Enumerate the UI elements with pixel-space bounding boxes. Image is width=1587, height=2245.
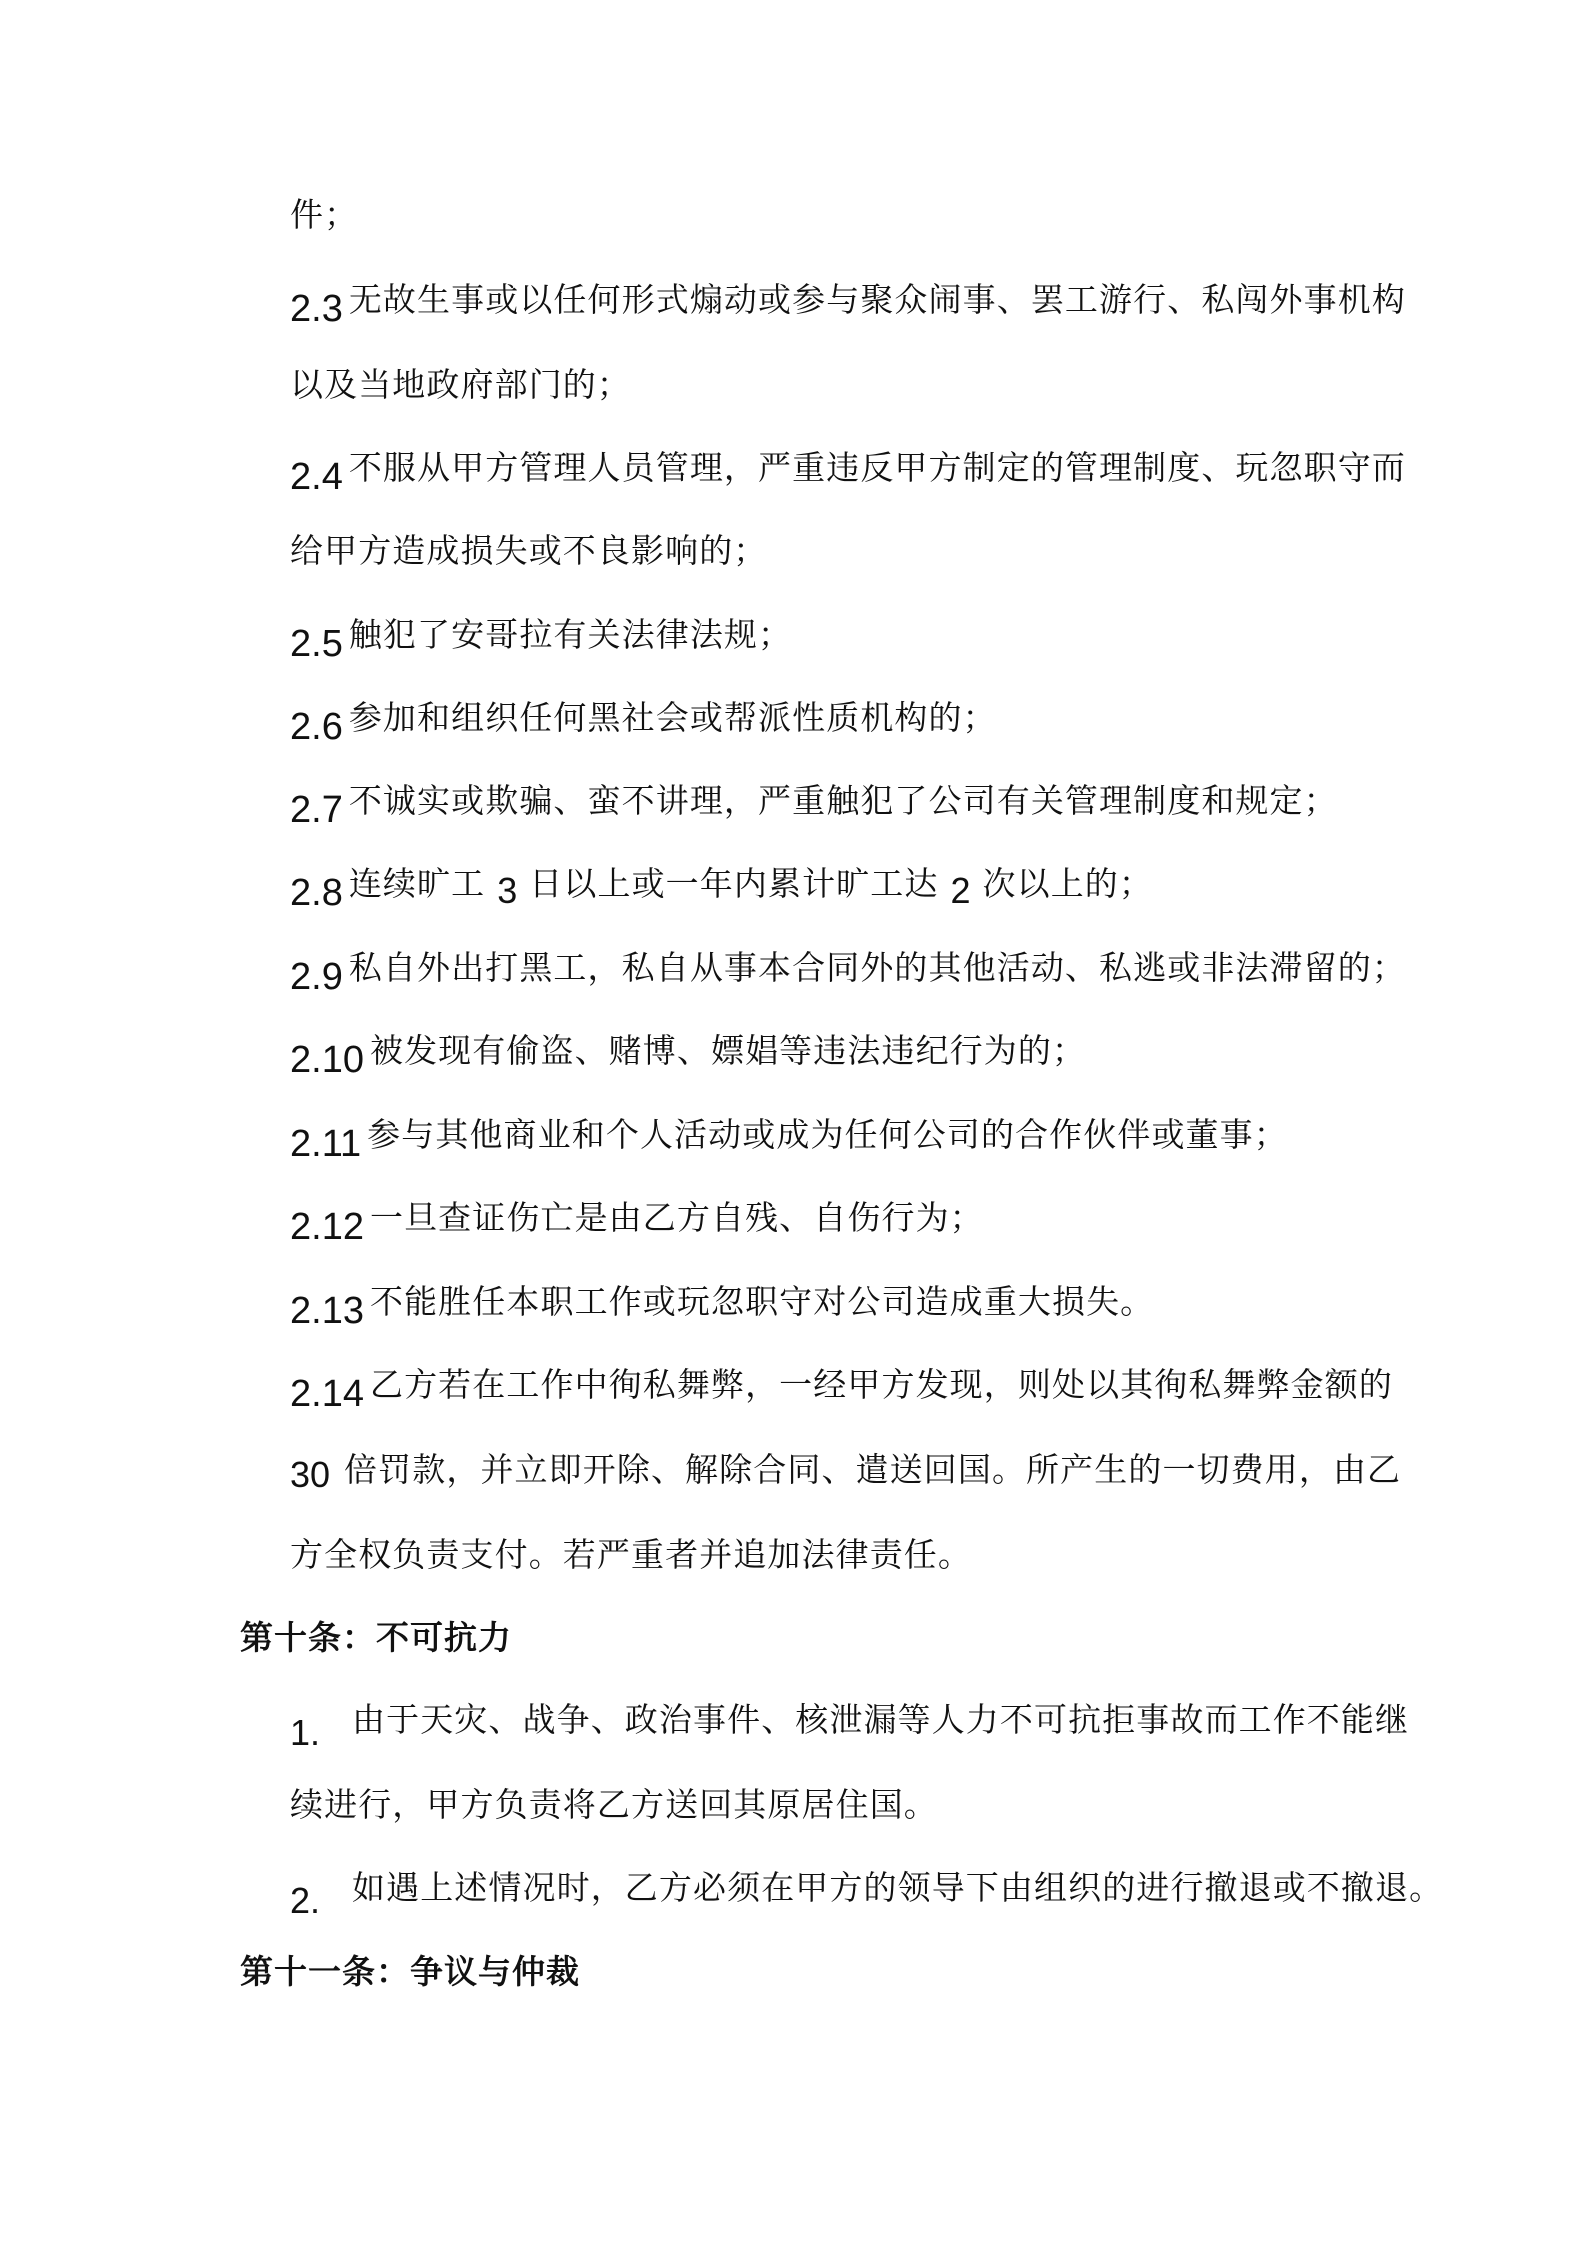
clause-number: 2.12 bbox=[290, 1206, 364, 1248]
line-text: 倍罚款，并立即开除、解除合同、遣送回国。所产生的一切费用，由乙 bbox=[344, 1450, 1402, 1489]
line-text: 件； bbox=[290, 195, 359, 234]
line-text: 续进行，甲方负责将乙方送回其原居住国。 bbox=[290, 1785, 938, 1824]
paragraph-line bbox=[290, 365, 631, 405]
clause-text-a: 连续旷工 bbox=[348, 864, 486, 903]
list-number: 2. bbox=[290, 1880, 321, 1921]
clause-number: 2.8 bbox=[290, 872, 343, 914]
clause-text: 参加和组织任何黑社会或帮派性质机构的； bbox=[348, 698, 997, 737]
clause-text: 不能胜任本职工作或玩忽职守对公司造成重大损失。 bbox=[369, 1282, 1155, 1321]
clause-text: 不诚实或欺骗、蛮不讲理，严重触犯了公司有关管理制度和规定； bbox=[348, 781, 1338, 820]
clause-number: 2.11 bbox=[290, 1123, 362, 1165]
line-text: 方全权负责支付。若严重者并追加法律责任。 bbox=[290, 1535, 972, 1574]
paragraph-line bbox=[290, 195, 358, 235]
clause-number: 2.4 bbox=[290, 456, 343, 498]
inline-number: 3 bbox=[497, 870, 518, 911]
clause-2-11 bbox=[290, 1115, 1288, 1164]
clause-2-8 bbox=[290, 864, 1153, 913]
clause-text: 一旦查证伤亡是由乙方自残、自伤行为； bbox=[369, 1198, 984, 1237]
clause-2-6 bbox=[290, 698, 997, 747]
clause-2-5 bbox=[290, 615, 792, 664]
clause-text: 私自外出打黑工，私自从事本合同外的其他活动、私逃或非法滞留的； bbox=[348, 948, 1406, 987]
clause-2-14 bbox=[290, 1365, 1393, 1414]
article-10-heading: 第十条：不可抗力 bbox=[240, 1618, 512, 1657]
paragraph-line bbox=[290, 1785, 938, 1825]
item-text: 如遇上述情况时，乙方必须在甲方的领导下由组织的进行撤退或不撤退。 bbox=[352, 1868, 1444, 1907]
clause-number: 2.5 bbox=[290, 623, 343, 665]
clause-number: 2.7 bbox=[290, 789, 343, 831]
inline-number: 30 bbox=[290, 1454, 331, 1495]
clause-text: 不服从甲方管理人员管理，严重违反甲方制定的管理制度、玩忽职守而 bbox=[348, 448, 1406, 487]
clause-2-9 bbox=[290, 948, 1406, 997]
clause-2-7 bbox=[290, 781, 1338, 830]
clause-text: 乙方若在工作中徇私舞弊，一经甲方发现，则处以其徇私舞弊金额的 bbox=[369, 1365, 1393, 1404]
clause-2-3 bbox=[290, 280, 1406, 329]
clause-number: 2.3 bbox=[290, 288, 343, 330]
clause-text-c: 次以上的； bbox=[982, 864, 1153, 903]
paragraph-line bbox=[290, 1450, 1401, 1495]
article-10-item-2 bbox=[290, 1868, 1443, 1921]
clause-text: 触犯了安哥拉有关法律法规； bbox=[348, 615, 793, 654]
clause-number: 2.10 bbox=[290, 1039, 364, 1081]
article-10-item-1 bbox=[290, 1700, 1409, 1753]
item-text: 由于天灾、战争、政治事件、核泄漏等人力不可抗拒事故而工作不能继 bbox=[352, 1700, 1410, 1739]
clause-2-10 bbox=[290, 1031, 1086, 1080]
inline-number: 2 bbox=[950, 870, 971, 911]
clause-text: 参与其他商业和个人活动或成为任何公司的合作伙伴或董事； bbox=[367, 1115, 1288, 1154]
clause-number: 2.6 bbox=[290, 706, 343, 748]
article-11-heading: 第十一条：争议与仲裁 bbox=[240, 1952, 580, 1991]
clause-number: 2.13 bbox=[290, 1290, 364, 1332]
clause-text-b: 日以上或一年内累计旷工达 bbox=[529, 864, 939, 903]
clause-number: 2.14 bbox=[290, 1373, 364, 1415]
clause-text: 被发现有偷盗、赌博、嫖娼等违法违纪行为的； bbox=[369, 1031, 1087, 1070]
clause-number: 2.9 bbox=[290, 956, 343, 998]
clause-text: 无故生事或以任何形式煽动或参与聚众闹事、罢工游行、私闯外事机构 bbox=[348, 280, 1406, 319]
line-text: 给甲方造成损失或不良影响的； bbox=[290, 531, 768, 570]
clause-2-4 bbox=[290, 448, 1406, 497]
paragraph-line bbox=[290, 1535, 972, 1575]
clause-2-13 bbox=[290, 1282, 1154, 1331]
list-number: 1. bbox=[290, 1712, 321, 1753]
line-text: 以及当地政府部门的； bbox=[290, 365, 631, 404]
clause-2-12 bbox=[290, 1198, 984, 1247]
paragraph-line bbox=[290, 531, 767, 571]
